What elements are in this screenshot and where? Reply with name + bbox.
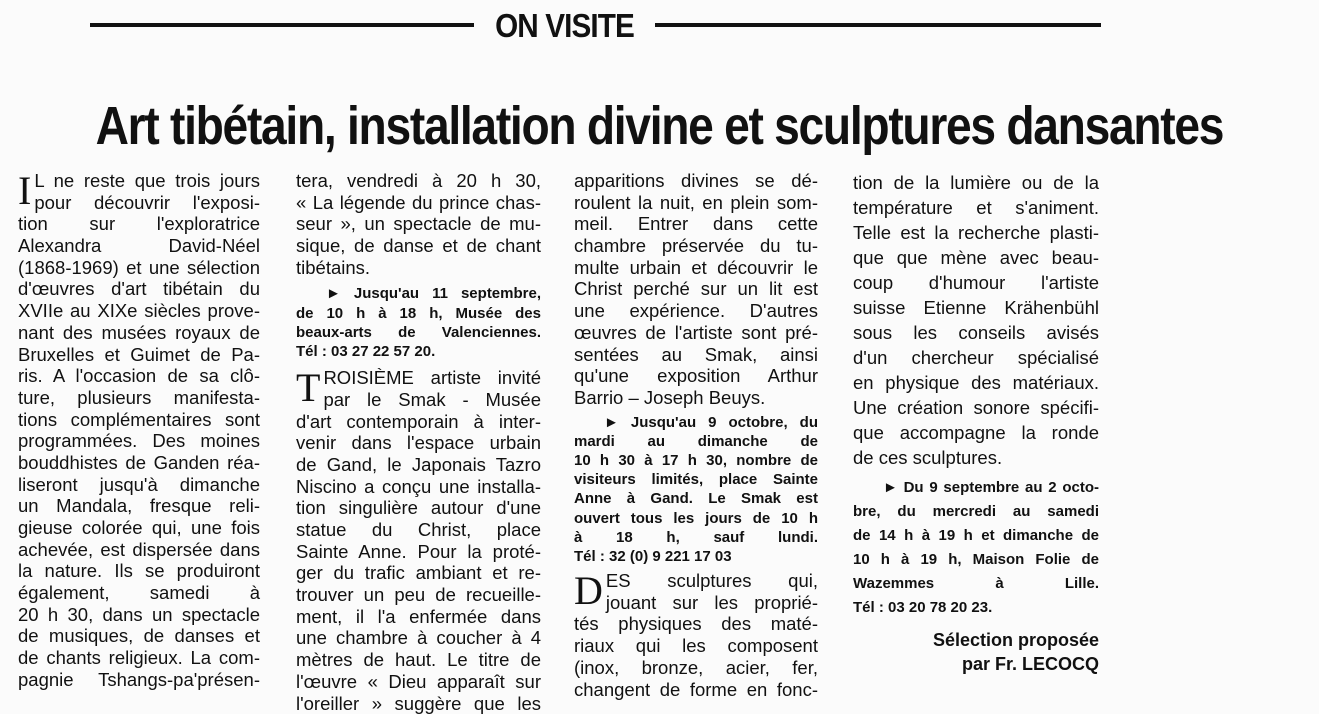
text-line: de ces sculptures. bbox=[853, 445, 1099, 470]
text-line: jouant sur les proprié- bbox=[574, 592, 818, 614]
text-line: trouver un peu de recueille- bbox=[296, 584, 541, 606]
info-line: à 18 h, sauf lundi. bbox=[574, 528, 818, 547]
column-2 bbox=[296, 170, 541, 670]
text-line: XVIIe au XIXe siècles prove- bbox=[18, 300, 260, 322]
info-line: visiteurs limités, place Sainte bbox=[574, 470, 818, 489]
text-line: une chambre à coucher à 4 bbox=[296, 627, 541, 649]
info-line: ► Jusqu'au 9 octobre, du bbox=[574, 413, 818, 432]
text-line: tera, vendredi à 20 h 30, bbox=[296, 170, 541, 192]
text-line: l'oreiller » suggère que les bbox=[296, 693, 541, 714]
text-line: (1868-1969) et une sélection bbox=[18, 257, 260, 279]
paragraph-sculptures bbox=[574, 570, 818, 700]
text-line: coup d'humour l'artiste bbox=[853, 270, 1099, 295]
text-line: Telle est la recherche plasti- bbox=[853, 220, 1099, 245]
text-line: un Mandala, fresque reli- bbox=[18, 495, 260, 517]
text-line: œuvres de l'artiste sont pré- bbox=[574, 322, 818, 344]
text-line: sique, de danse et de chant bbox=[296, 235, 541, 257]
text-line: riaux qui les composent bbox=[574, 635, 818, 657]
info-line: bre, du mercredi au samedi bbox=[853, 500, 1099, 524]
text-line: changent de forme en fonc- bbox=[574, 679, 818, 701]
text-line: ment, il l'a enfermée dans bbox=[296, 606, 541, 628]
drop-cap: I bbox=[18, 173, 31, 209]
text-line: de musiques, de danses et bbox=[18, 625, 260, 647]
text-line: également, samedi à bbox=[18, 582, 260, 604]
text-line: que accompagne la ronde bbox=[853, 420, 1099, 445]
info-line: Tél : 32 (0) 9 221 17 03 bbox=[574, 547, 818, 566]
info-line: de 14 h à 19 h et dimanche de bbox=[853, 524, 1099, 548]
text-line: (inox, bronze, acier, fer, bbox=[574, 657, 818, 679]
info-line: beaux-arts de Valenciennes. bbox=[296, 323, 541, 342]
text-line: 20 h 30, dans un spectacle bbox=[18, 604, 260, 626]
text-line: tion singulière autour d'une bbox=[296, 497, 541, 519]
rubric-rule-right bbox=[655, 23, 1101, 27]
text-line: de Gand, le Japonais Tazro bbox=[296, 454, 541, 476]
text-line: d'un chercheur spécialisé bbox=[853, 345, 1099, 370]
text-line: tion de la lumière ou de la bbox=[853, 170, 1099, 195]
rubric-rule-left bbox=[90, 23, 474, 27]
signature-line: Sélection proposée bbox=[853, 628, 1099, 652]
text-line: ES sculptures qui, bbox=[574, 570, 818, 592]
text-line: température et s'animent. bbox=[853, 195, 1099, 220]
text-line: l'œuvre « Dieu apparaît sur bbox=[296, 671, 541, 693]
drop-cap: D bbox=[574, 573, 603, 609]
text-line: apparitions divines se dé- bbox=[574, 170, 818, 192]
text-line: nant des musées royaux de bbox=[18, 322, 260, 344]
text-line: sous les conseils avisés bbox=[853, 320, 1099, 345]
info-line: 10 h à 19 h, Maison Folie de bbox=[853, 548, 1099, 572]
practical-info bbox=[296, 284, 541, 361]
text-line: tés physiques des maté- bbox=[574, 613, 818, 635]
info-line: mardi au dimanche de bbox=[574, 432, 818, 451]
text-line: Christ perché sur un lit est bbox=[574, 278, 818, 300]
text-line: sentées au Smak, ainsi bbox=[574, 344, 818, 366]
info-line: Tél : 03 20 78 20 23. bbox=[853, 596, 1099, 620]
signature-line: par Fr. LECOCQ bbox=[853, 652, 1099, 676]
info-line: ouvert tous les jours de 10 h bbox=[574, 509, 818, 528]
info-line: Tél : 03 27 22 57 20. bbox=[296, 342, 541, 361]
info-line: de 10 h à 18 h, Musée des bbox=[296, 304, 541, 323]
text-line: Alexandra David-Néel bbox=[18, 235, 260, 257]
text-line: pour découvrir l'exposi- bbox=[18, 192, 260, 214]
info-line: ► Du 9 septembre au 2 octo- bbox=[853, 476, 1099, 500]
text-line: multe urbain et découvrir le bbox=[574, 257, 818, 279]
section-rubric: ON VISITE bbox=[483, 4, 646, 48]
text-line: meil. Entrer dans cette bbox=[574, 213, 818, 235]
text-line: tions complémentaires sont bbox=[18, 409, 260, 431]
column-3 bbox=[574, 170, 818, 670]
text-line: ris. A l'occasion de sa clô- bbox=[18, 365, 260, 387]
text-line: statue du Christ, place bbox=[296, 519, 541, 541]
text-line: venir dans l'espace urbain bbox=[296, 432, 541, 454]
practical-info bbox=[574, 413, 818, 567]
text-line: liseront jusqu'à dimanche bbox=[18, 474, 260, 496]
text-line: programmées. Des moines bbox=[18, 430, 260, 452]
text-line: suisse Etienne Krähenbühl bbox=[853, 295, 1099, 320]
text-line: qu'une exposition Arthur bbox=[574, 365, 818, 387]
text-line: une expérience. D'autres bbox=[574, 300, 818, 322]
text-line: pagnie Tshangs-pa'présen- bbox=[18, 669, 260, 691]
text-line: Barrio – Joseph Beuys. bbox=[574, 387, 818, 409]
text-line: seur », un spectacle de mu- bbox=[296, 213, 541, 235]
info-line: Anne à Gand. Le Smak est bbox=[574, 489, 818, 508]
article-headline bbox=[0, 95, 1107, 157]
text-line: chambre préservée du tu- bbox=[574, 235, 818, 257]
text-line: roulent la nuit, en plein som- bbox=[574, 192, 818, 214]
practical-info bbox=[853, 476, 1099, 620]
paragraph-smak bbox=[296, 367, 541, 714]
text-line: ture, plusieurs manifesta- bbox=[18, 387, 260, 409]
text-line: que que mène avec beau- bbox=[853, 245, 1099, 270]
text-line: d'œuvres d'art tibétain du bbox=[18, 278, 260, 300]
text-line: « La légende du prince chas- bbox=[296, 192, 541, 214]
info-line: ► Jusqu'au 11 septembre, bbox=[296, 284, 541, 303]
text-line: tion sur l'exploratrice bbox=[18, 213, 260, 235]
text-line: Une création sonore spécifi- bbox=[853, 395, 1099, 420]
text-line: en physique des matériaux. bbox=[853, 370, 1099, 395]
column-1 bbox=[18, 170, 260, 670]
text-line: de chants religieux. La com- bbox=[18, 647, 260, 669]
column-4 bbox=[853, 170, 1099, 670]
text-line: L ne reste que trois jours bbox=[18, 170, 260, 192]
headline-text: Art tibétain, installation divine et sculptures dansantes bbox=[96, 95, 1224, 157]
text-line: par le Smak - Musée bbox=[296, 389, 541, 411]
text-line: gieuse colorée qui, une fois bbox=[18, 517, 260, 539]
text-line: ger du trafic ambiant et re- bbox=[296, 562, 541, 584]
drop-cap: T bbox=[296, 370, 320, 406]
text-line: Sainte Anne. Pour la proté- bbox=[296, 541, 541, 563]
text-line: achevée, est dispersée dans bbox=[18, 539, 260, 561]
text-line: d'art contemporain à inter- bbox=[296, 411, 541, 433]
info-line: Wazemmes à Lille. bbox=[853, 572, 1099, 596]
text-line: bouddhistes de Ganden réa- bbox=[18, 452, 260, 474]
text-line: mètres de haut. Le titre de bbox=[296, 649, 541, 671]
author-signature bbox=[853, 628, 1099, 676]
text-line: Niscino a conçu une installa- bbox=[296, 476, 541, 498]
text-line: la nature. Ils se produiront bbox=[18, 560, 260, 582]
text-line: Bruxelles et Guimet de Pa- bbox=[18, 344, 260, 366]
text-line: tibétains. bbox=[296, 257, 541, 279]
info-line: 10 h 30 à 17 h 30, nombre de bbox=[574, 451, 818, 470]
text-line: ROISIÈME artiste invité bbox=[296, 367, 541, 389]
paragraph-intro bbox=[18, 170, 260, 691]
